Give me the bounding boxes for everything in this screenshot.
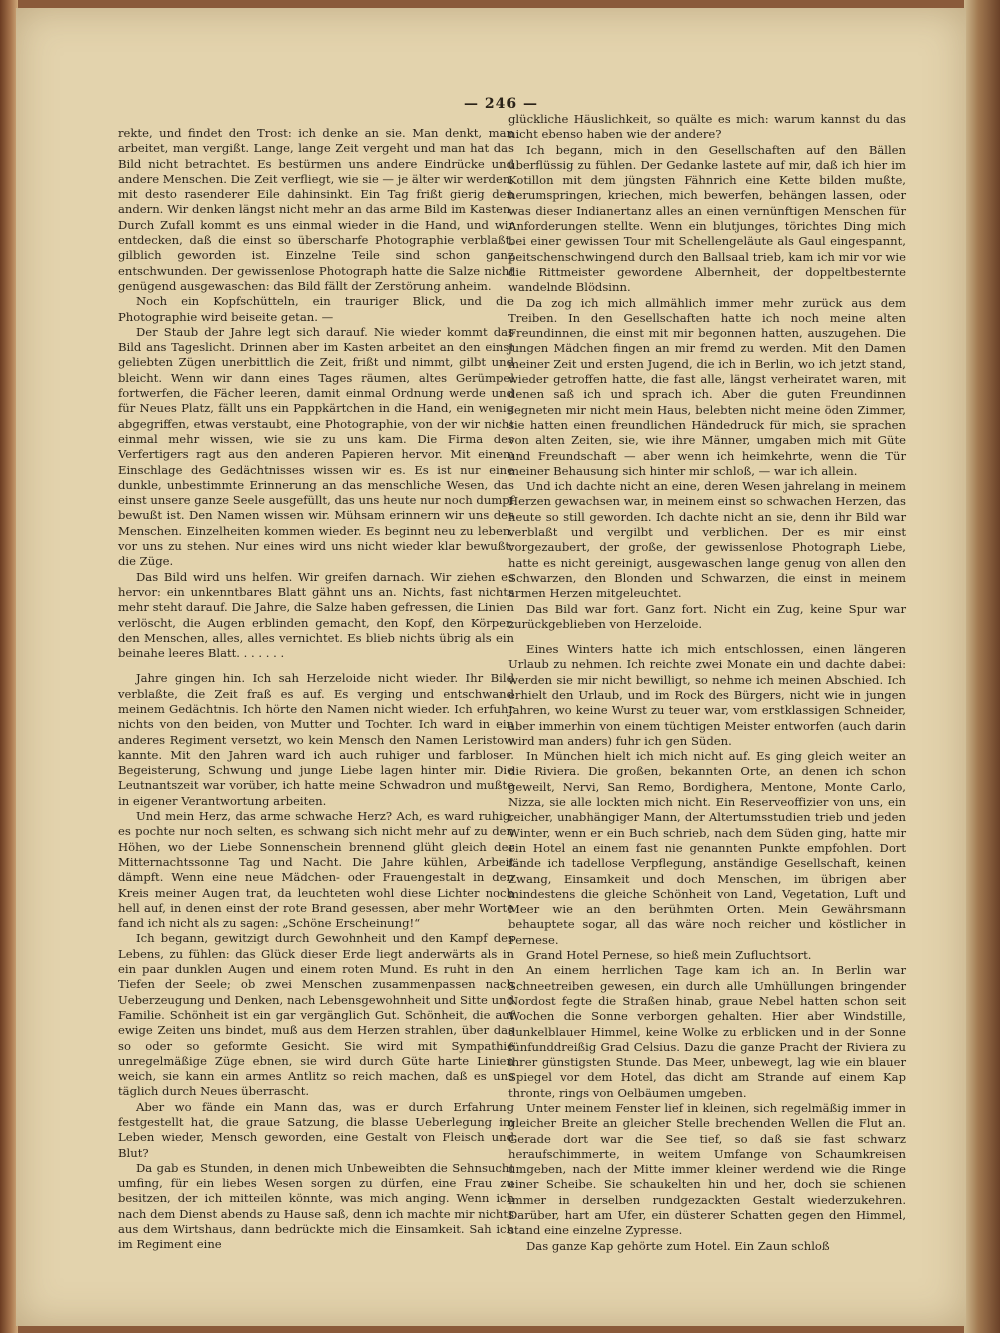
paragraph: Und mein Herz, das arme schwache Herz? Ach, es ward ruhig, es pochte nur noch selten, es schwang sich nicht mehr auf zu den Höhen, wo der Liebe Sonnenschein brennend glüht gleich der Mitternachtssonne Tag und Nacht. Die Jahre kühlen, Arbeit dämpft. Wenn eine neue Mädchen- oder Frauengestalt in den Kreis meiner Augen trat, da leuchteten wohl diese Lichter noch hell auf, in denen einst der rote Brand gesessen, aber mehr Worte fand ich nicht als zu sagen: „Schöne Erscheinung!“	[118, 809, 514, 931]
left-text-column	[118, 126, 514, 1253]
paragraph: Jahre gingen hin. Ich sah Herzeloide nicht wieder. Ihr Bild verblaßte, die Zeit fraß es auf. Es verging und entschwand meinem Gedächtnis. Ich hörte den Namen nicht wieder. Ich erfuhr nichts von den beiden, von Mutter und Tochter. Ich ward in ein anderes Regiment versetzt, wo kein Mensch den Namen Leristow kannte. Mit den Jahren ward ich auch ruhiger und farbloser. Begeisterung, Schwung und junge Liebe lagen hinter mir. Die Leutnantszeit war vorüber, ich hatte meine Schwadron und mußte in eigener Verantwortung arbeiten.	[118, 671, 514, 808]
page-number: — 246 —	[464, 96, 538, 112]
paragraph: Da gab es Stunden, in denen mich Unbeweibten die Sehnsucht umfing, für ein liebes Wesen sorgen zu dürfen, eine Frau zu besitzen, der ich mitteilen könnte, was mich anging. Wenn ich nach dem Dienst abends zu Hause saß, denn ich machte mir nichts aus dem Wirtshaus, dann bedrückte mich die Einsamkeit. Sah ich im Regiment eine	[118, 1160, 514, 1252]
paragraph: Noch ein Kopfschütteln, ein trauriger Blick, und die Photographie wird beiseite getan. —	[118, 294, 514, 324]
right-text-column	[508, 112, 906, 1254]
paragraph: Aber wo fände ein Mann das, was er durch Erfahrung festgestellt hat, die graue Satzung, die blasse Ueberlegung im Leben wieder, Mensch geworden, eine Gestalt von Fleisch und Blut?	[118, 1099, 514, 1160]
paragraph: Eines Winters hatte ich mich entschlossen, einen längeren Urlaub zu nehmen. Ich reichte zwei Monate ein und dachte dabei: werden sie mir nicht bewilligt, so nehme ich meinen Abschied. Ich erhielt den Urlaub, und im Rock des Bürgers, nicht wie in jungen Jahren, wo keine Wurst zu teuer war, vom erstklassigen Schneider, aber immerhin von einem tüchtigen Meister entworfen (auch darin wird man anders) fuhr ich gen Süden.	[508, 642, 906, 748]
paragraph: Ich begann, gewitzigt durch Gewohnheit und den Kampf des Lebens, zu fühlen: das Glück dieser Erde liegt anderwärts als in ein paar dunklen Augen und einem roten Mund. Es ruht in den Tiefen der Seele; ob zwei Menschen zusammenpassen nach Ueberzeugung und Denken, nach Lebensgewohnheit und Sitte und Familie. Schönheit ist ein gar vergänglich Gut. Schönheit, die auf ewige Zeiten uns bindet, muß aus dem Herzen strahlen, über das so oder so geformte Gesicht. Sie wird mit Sympathie unregelmäßige Züge ebnen, sie wird durch Güte harte Linien weich, sie kann ein armes Antlitz so reich machen, daß es uns täglich durch Neues überrascht.	[118, 931, 514, 1099]
paragraph: Das ganze Kap gehörte zum Hotel. Ein Zaun schloß	[526, 1238, 830, 1253]
paragraph: In München hielt ich mich nicht auf. Es ging gleich weiter an die Riviera. Die großen, bekannten Orte, an denen ich schon geweilt, Nervi, San Remo, Bordighera, Mentone, Monte Carlo, Nizza, sie alle lockten mich nicht. Ein Reserveoffizier von uns, ein reicher, unabhängiger Mann, der Altertumsstudien trieb und jeden Winter, wenn er ein Buch schrieb, nach dem Süden ging, hatte mir ein Hotel an einem fast nie genannten Punkte empfohlen. Dort fände ich tadellose Verpflegung, anständige Gesellschaft, keinen Zwang, Einsamkeit und doch Menschen, im übrigen aber mindestens die gleiche Schönheit von Land, Vegetation, Luft und Meer wie an den berühmten Orten. Mein Gewährsmann behauptete sogar, all das wäre noch reicher und köstlicher in Pernese.	[508, 749, 906, 947]
paragraph: An einem herrlichen Tage kam ich an. In Berlin war Schneetreiben gewesen, ein durch alle Umhüllungen bringender Nordost fegte die Straßen hinab, graue Nebel hatten schon seit Wochen die Sonne verborgen gehalten. Hier aber Windstille, dunkelblauer Himmel, keine Wolke zu erblicken und in der Sonne fünfunddreißig Grad Celsius. Dazu die ganze Pracht der Riviera zu ihrer günstigsten Stunde. Das Meer, unbewegt, lag wie ein blauer Spiegel vor dem Hotel, das dicht am Strande auf einem Kap thronte, rings von Oelbäumen umgeben.	[508, 963, 906, 1100]
paragraph: Das Bild wird uns helfen. Wir greifen darnach. Wir ziehen es hervor: ein unkenntbares Blatt gähnt uns an. Nichts, fast nichts mehr steht darauf. Die Jahre, die Salze haben gefressen, die Linien verlöscht, die Augen erblinden gemacht, den Kopf, den Körper, den Menschen, alles, alles vernichtet. Es blieb nichts übrig als ein beinahe leeres Blatt. . . . . . .	[118, 569, 514, 661]
page-edge	[964, 0, 1000, 1333]
paragraph: Da zog ich mich allmählich immer mehr zurück aus dem Treiben. In den Gesellschaften hatte ich noch meine alten Freundinnen, die einst mit mir begonnen hatten, auszugehen. Die jungen Mädchen fingen an mir fremd zu werden. Mit den Damen meiner Zeit und ersten Jugend, die ich in Berlin, wo ich jetzt stand, wieder getroffen hatte, die fast alle, längst verheiratet waren, mit denen saß ich und sprach ich. Aber die guten Freundinnen segneten mir nicht mein Haus, belebten nicht meine öden Zimmer, sie hatten einen freundlichen Händedruck für mich, sie sprachen von alten Zeiten, sie, wie ihre Männer, umgaben mich mit Güte und Freundschaft — aber wenn ich heimkehrte, wenn die Tür meiner Behausung sich hinter mir schloß, — war ich allein.	[508, 295, 906, 478]
paragraph: Unter meinem Fenster lief in kleinen, sich regelmäßig immer in gleicher Breite an gleicher Stelle brechenden Wellen die Flut an. Gerade dort war die See tief, so daß sie fast schwarz heraufschimmerte, in weitem Umfange von Schaumkreisen umgeben, nach der Mitte immer kleiner werdend wie die Ringe einer Scheibe. Sie schaukelten hin und her, doch sie schienen immer in derselben rundgezackten Gestalt wiederzukehren. Darüber, hart am Ufer, ein düsterer Schatten gegen den Himmel, stand eine einzelne Zypresse.	[508, 1101, 906, 1238]
paragraph: Ich begann, mich in den Gesellschaften auf den Bällen überflüssig zu fühlen. Der Gedanke lastete auf mir, daß ich hier im Kotillon mit dem jüngsten Fähnrich eine Kette bilden mußte, herumspringen, kriechen, mich bewerfen, behängen lassen, oder was dieser Indianertanz alles an einen vernünftigen Menschen für Anforderungen stellte. Wenn ein blutjunges, törichtes Ding mich bei einer gewissen Tour mit Schellengeläute als Gaul eingespannt, peitschenschwingend durch den Ballsaal trieb, kam ich mir vor wie die Rittmeister gewordene Albernheit, der doppeltbesternte wandelnde Blödsinn.	[508, 142, 906, 295]
paragraph: Das Bild war fort. Ganz fort. Nicht ein Zug, keine Spur war zurückgeblieben von Herzeloide.	[508, 601, 906, 631]
paragraph: Und ich dachte nicht an eine, deren Wesen jahrelang in meinem Herzen gewachsen war, in meinem einst so schwachen Herzen, das heute so still geworden. Ich dachte nicht an sie, denn ihr Bild war verblaßt und vergilbt und verblichen. Der es mir einst vorgezaubert, der große, der gewissenlose Photograph Liebe, hatte es nicht gereinigt, ausgewaschen lange genug von allen den Schwarzen, den Blonden und Schwarzen, die einst in meinem armen Herzen mitgeleuchtet.	[508, 479, 906, 601]
paragraph: glückliche Häuslichkeit, so quälte es mich: warum kannst du das nicht ebenso haben wie der andere?	[508, 112, 906, 142]
paragraph: Der Staub der Jahre legt sich darauf. Nie wieder kommt das Bild ans Tageslicht. Drinnen aber im Kasten arbeitet an den einst geliebten Zügen unerbittlich die Zeit, frißt und nimmt, gilbt und bleicht. Wenn wir dann eines Tages räumen, altes Gerümpel fortwerfen, die Fächer leeren, damit einmal Ordnung werde und für Neues Platz, fällt uns ein Pappkärtchen in die Hand, ein wenig abgegriffen, etwas verstaubt, eine Photographie, von der wir nicht einmal mehr wissen, wie sie zu uns kam. Die Firma des Verfertigers ragt aus den anderen Papieren hervor. Mit einem Einschlage des Gedächtnisses wissen wir es. Es ist nur eine dunkle, unbestimmte Erinnerung an das menschliche Wesen, das einst unsere ganze Seele ausgefüllt, das uns heute nur noch dumpf bewußt ist. Den Namen wissen wir. Mühsam erinnern wir uns des Menschen. Einzelheiten kommen wieder. Es beginnt neu zu leben, vor uns zu stehen. Nur eines wird uns nicht wieder klar bewußt: die Züge.	[118, 324, 514, 569]
paragraph: Grand Hotel Pernese, so hieß mein Zufluchtsort.	[526, 948, 812, 963]
paragraph: rekte, und findet den Trost: ich denke an sie. Man denkt, man arbeitet, man vergißt. Lange, lange Zeit vergeht und man hat das Bild nicht betrachtet. Es bestürmen uns andere Eindrücke und andere Menschen. Die Zeit verfliegt, wie sie — je älter wir werden, mit desto rasenderer Eile dahinsinkt. Ein Tag frißt gierig den andern. Wir denken längst nicht mehr an das arme Bild im Kasten. Durch Zufall kommt es uns einmal wieder in die Hand, und wir entdecken, daß die einst so überscharfe Photographie verblaßt, gilblich geworden ist. Einzelne Teile sind schon ganz entschwunden. Der gewissenlose Photograph hatte die Salze nicht genügend ausgewaschen: das Bild fällt der Zerstörung anheim.	[118, 126, 514, 293]
book-page	[16, 8, 966, 1326]
